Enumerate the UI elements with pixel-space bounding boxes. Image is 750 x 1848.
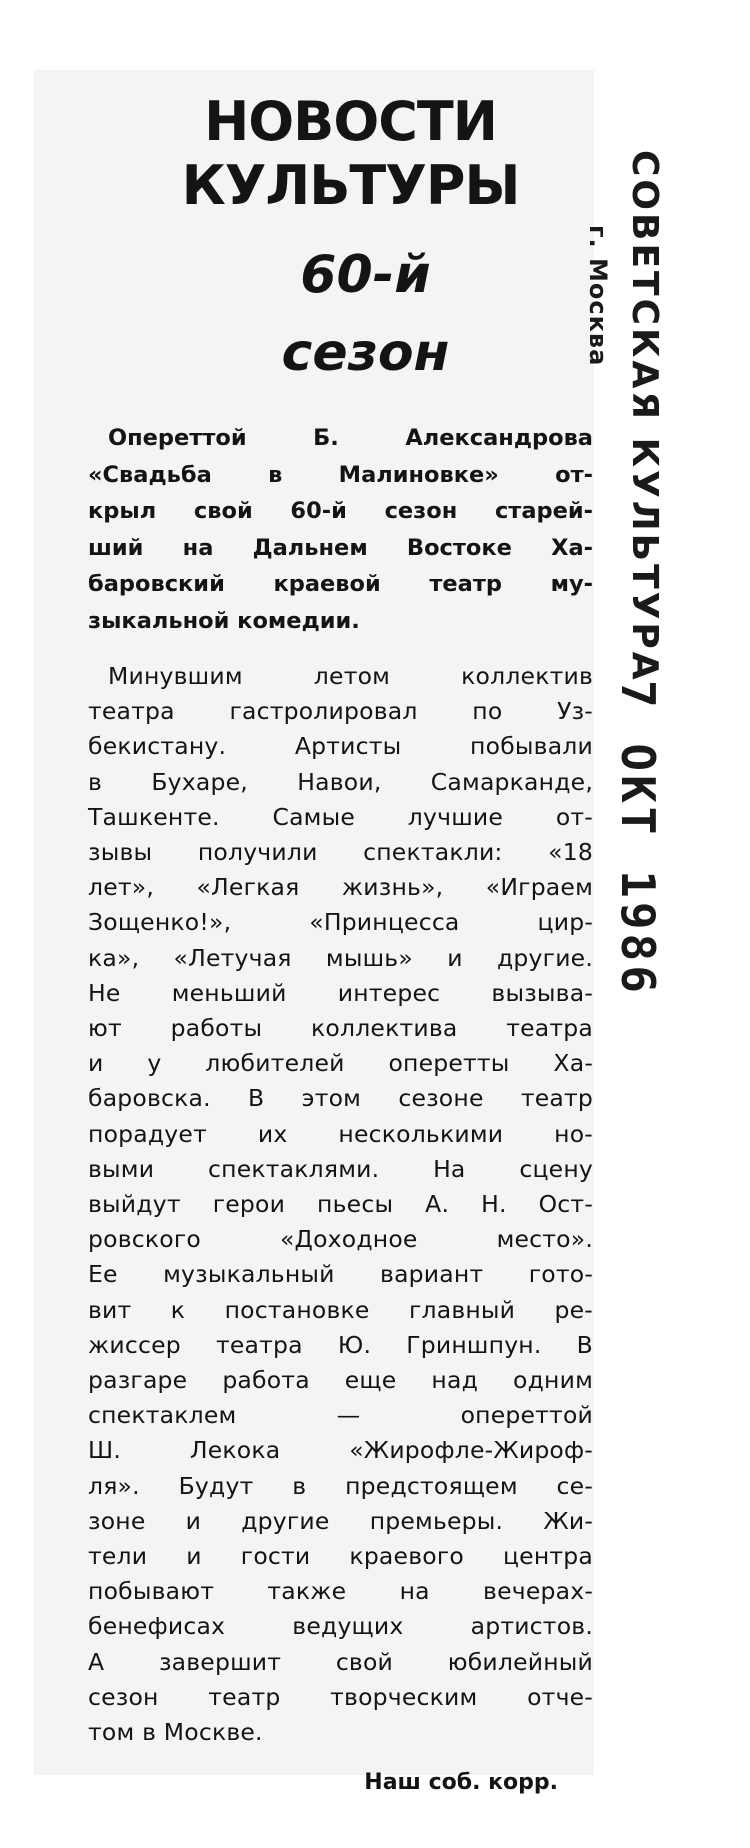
body-line: Зощенко!», «Принцесса цир- [88,908,593,937]
body-line: спектаклем — опереттой [88,1401,593,1430]
lead-line: зыкальной комедии. [88,607,360,634]
body-line: разгаре работа еще над одним [88,1366,593,1395]
stamp-date: 7 ОКТ 1986 [611,680,665,997]
body-line: выйдут герои пьесы А. Н. Ост- [88,1190,593,1219]
body-line: Минувшим летом коллектив [108,662,593,690]
body-line: ля». Будут в предстоящем се- [88,1471,593,1500]
body-line: А завершит свой юбилейный [88,1647,593,1676]
body-line: зоне и другие премьеры. Жи- [88,1506,593,1535]
lead-paragraph [88,420,593,639]
rubric-heading [108,90,593,218]
body-line: вит к постановке главный ре- [88,1295,593,1324]
body-line: баровска. В этом сезоне театр [88,1084,593,1113]
body-line: том в Москве. [88,1718,263,1747]
body-line: ка», «Летучая мышь» и другие. [88,943,593,972]
lead-line: ший на Дальнем Востоке Ха- [88,534,593,561]
body-line: бекистану. Артисты побывали [88,732,593,761]
article-headline [138,236,593,392]
body-line: лет», «Легкая жизнь», «Играем [88,873,593,902]
author-signature: Наш соб. корр. [364,1770,558,1796]
body-line: ровского «Доходное место». [88,1225,593,1254]
headline-line-1: 60-й [300,245,431,305]
body-paragraph [88,659,593,1750]
body-line: и у любителей оперетты Ха- [88,1049,593,1078]
body-line: бенефисах ведущих артистов. [88,1612,593,1641]
body-line: жиссер театра Ю. Гриншпун. В [88,1330,593,1359]
headline-line-2: сезон [281,323,450,383]
body-line: выми спектаклями. На сцену [88,1154,593,1183]
body-line: ют работы коллектива театра [88,1014,593,1043]
body-line: порадует их несколькими но- [88,1119,593,1148]
stamp-city: г. Москва [584,225,612,367]
body-line: побывают также на вечерах- [88,1577,593,1606]
body-line: Ее музыкальный вариант гото- [88,1260,593,1289]
article-column [88,90,593,1795]
rubric-line-2: КУЛЬТУРЫ [181,154,520,217]
body-line: Не меньший интерес вызыва- [88,978,593,1007]
body-line: Ташкенте. Самые лучшие от- [88,802,593,831]
lead-line: Опереттой Б. Александрова [108,425,593,451]
body-line: в Бухаре, Навои, Самарканде, [88,767,593,796]
stamp-newspaper-name: СОВЕТСКАЯ КУЛЬТУРА [624,150,665,683]
body-line: зывы получили спектакли: «18 [88,838,593,867]
rubric-line-1: НОВОСТИ [204,90,497,153]
lead-line: «Свадьба в Малиновке» от- [88,461,593,488]
lead-line: крыл свой 60-й сезон старей- [88,498,593,524]
lead-line: баровский краевой театр му- [88,571,593,597]
body-line: тели и гости краевого центра [88,1542,593,1571]
body-line: Ш. Лекока «Жирофле-Жироф- [88,1436,593,1465]
body-line: сезон театр творческим отче- [88,1682,593,1711]
body-line: театра гастролировал по Уз- [88,697,593,726]
